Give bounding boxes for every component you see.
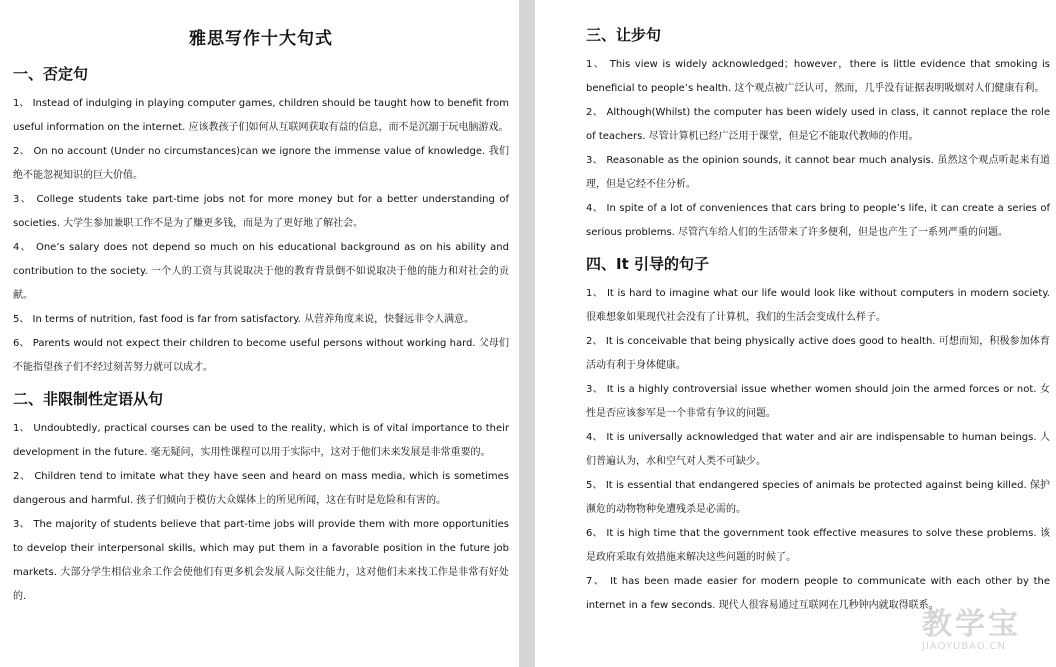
document-page-right xyxy=(535,0,1056,667)
sentence-item: 3、 College students take part-time jobs not for more money but for a better understanding of societies. 大学生参加兼职工作不是为了赚更多钱，而是为了更好地了解社会。 xyxy=(13,194,509,229)
sentence-list xyxy=(586,282,1050,618)
sentence-item: 6、 It is high time that the government took effective measures to solve these problems. 该是政府采取有效措施来解决这些问题的时候了。 xyxy=(586,528,1050,563)
sentence-item: 2、 Children tend to imitate what they have seen and heard on mass media, which is sometimes dangerous and harmful. 孩子们倾向于模仿大众媒体上的所见所闻，这在有时是危险和有害的。 xyxy=(13,471,509,506)
document-page-left xyxy=(0,0,519,667)
sentence-item: 3、 Reasonable as the opinion sounds, it cannot bear much analysis. 虽然这个观点听起来有道理，但是它经不住分析。 xyxy=(586,155,1050,190)
sentence-item: 2、 It is conceivable that being physically active does good to health. 可想而知，积极参加体育活动有利于身体健康。 xyxy=(586,336,1050,371)
sentence-item: 5、 In terms of nutrition, fast food is far from satisfactory. 从营养角度来说，快餐远非令人满意。 xyxy=(13,314,475,325)
watermark-logo xyxy=(922,609,1050,655)
document-title: 雅思写作十大句式 xyxy=(189,29,333,49)
sentence-item: 4、 It is universally acknowledged that water and air are indispensable to human beings. 人们普遍认为，水和空气对人类不可缺少。 xyxy=(586,432,1050,467)
sentence-list xyxy=(13,417,509,609)
sentence-item: 1、 Undoubtedly, practical courses can be used to the reality, which is of vital importance to their development in the future. 毫无疑问，实用性课程可以用于实际中，这对于他们未来发展是非常重要的。 xyxy=(13,423,509,458)
section-heading: 三、让步句 xyxy=(586,26,662,44)
right-sections xyxy=(586,24,1050,618)
sentence-item: 4、 One’s salary does not depend so much on his educational background as on his ability and contribution to the society. 一个人的工资与其说取决于他的教育背景倒不如说取决于他的能力和对社会的贡献。 xyxy=(13,242,509,301)
sentence-item: 1、 It is hard to imagine what our life would look like without computers in modern society. 很难想象如果现代社会没有了计算机，我们的生活会变成什么样子。 xyxy=(586,288,1050,323)
sentence-item: 2、 Although(Whilst) the computer has been widely used in class, it cannot replace the role of teachers. 尽管计算机已经广泛用于课堂，但是它不能取代教师的作用。 xyxy=(586,107,1050,142)
watermark-text: 教学宝 xyxy=(922,607,1021,642)
section-heading: 二、非限制性定语从句 xyxy=(13,390,164,408)
sentence-item: 4、 In spite of a lot of conveniences that cars bring to people’s life, it can create a series of serious problems. 尽管汽车给人们的生活带来了许多便利，但是也产生了一系列严重的问题。 xyxy=(586,203,1050,238)
sentence-item: 7、 It has been made easier for modern people to communicate with each other by the internet in a few seconds. 现代人很容易通过互联网在几秒钟内就取得联系。 xyxy=(586,576,1050,611)
sentence-item: 5、 It is essential that endangered species of animals be protected against being killed. 保护濒危的动物物种免遭残杀是必需的。 xyxy=(586,480,1050,515)
section-heading: 四、It 引导的句子 xyxy=(586,255,709,273)
sentence-item: 6、 Parents would not expect their children to become useful persons without working hard. 父母们不能指望孩子们不经过刻苦努力就可以成才。 xyxy=(13,338,509,373)
section-heading: 一、否定句 xyxy=(13,65,89,83)
sentence-item: 2、 On no account (Under no circumstances)can we ignore the immense value of knowledge. 我们绝不能忽视知识的巨大价值。 xyxy=(13,146,509,181)
sentence-list xyxy=(13,92,509,380)
watermark-url: JIAOYUBAO.CN xyxy=(922,641,1006,652)
sentence-item: 1、 Instead of indulging in playing computer games, children should be taught how to benefit from useful information on the internet. 应该教孩子们如何从互联网获取有益的信息，而不是沉溺于玩电脑游戏。 xyxy=(13,98,509,133)
sentence-item: 1、 This view is widely acknowledged；however，there is little evidence that smoking is beneficial to people’s health. 这个观点被广泛认可，然而，几乎没有证据表明吸烟对人们健康有利。 xyxy=(586,59,1050,94)
sentence-item: 3、 The majority of students believe that part-time jobs will provide them with more opportunities to develop their interpersonal skills, which may put them in a favorable position in the future job markets. 大部分学生相信业余工作会使他们有更多机会发展人际交往能力，这对他们未来找工作是非常有好处的. xyxy=(13,519,509,602)
sentence-list xyxy=(586,53,1050,245)
left-sections xyxy=(13,63,509,609)
sentence-item: 3、 It is a highly controversial issue whether women should join the armed forces or not. 女性是否应该参军是一个非常有争议的问题。 xyxy=(586,384,1050,419)
